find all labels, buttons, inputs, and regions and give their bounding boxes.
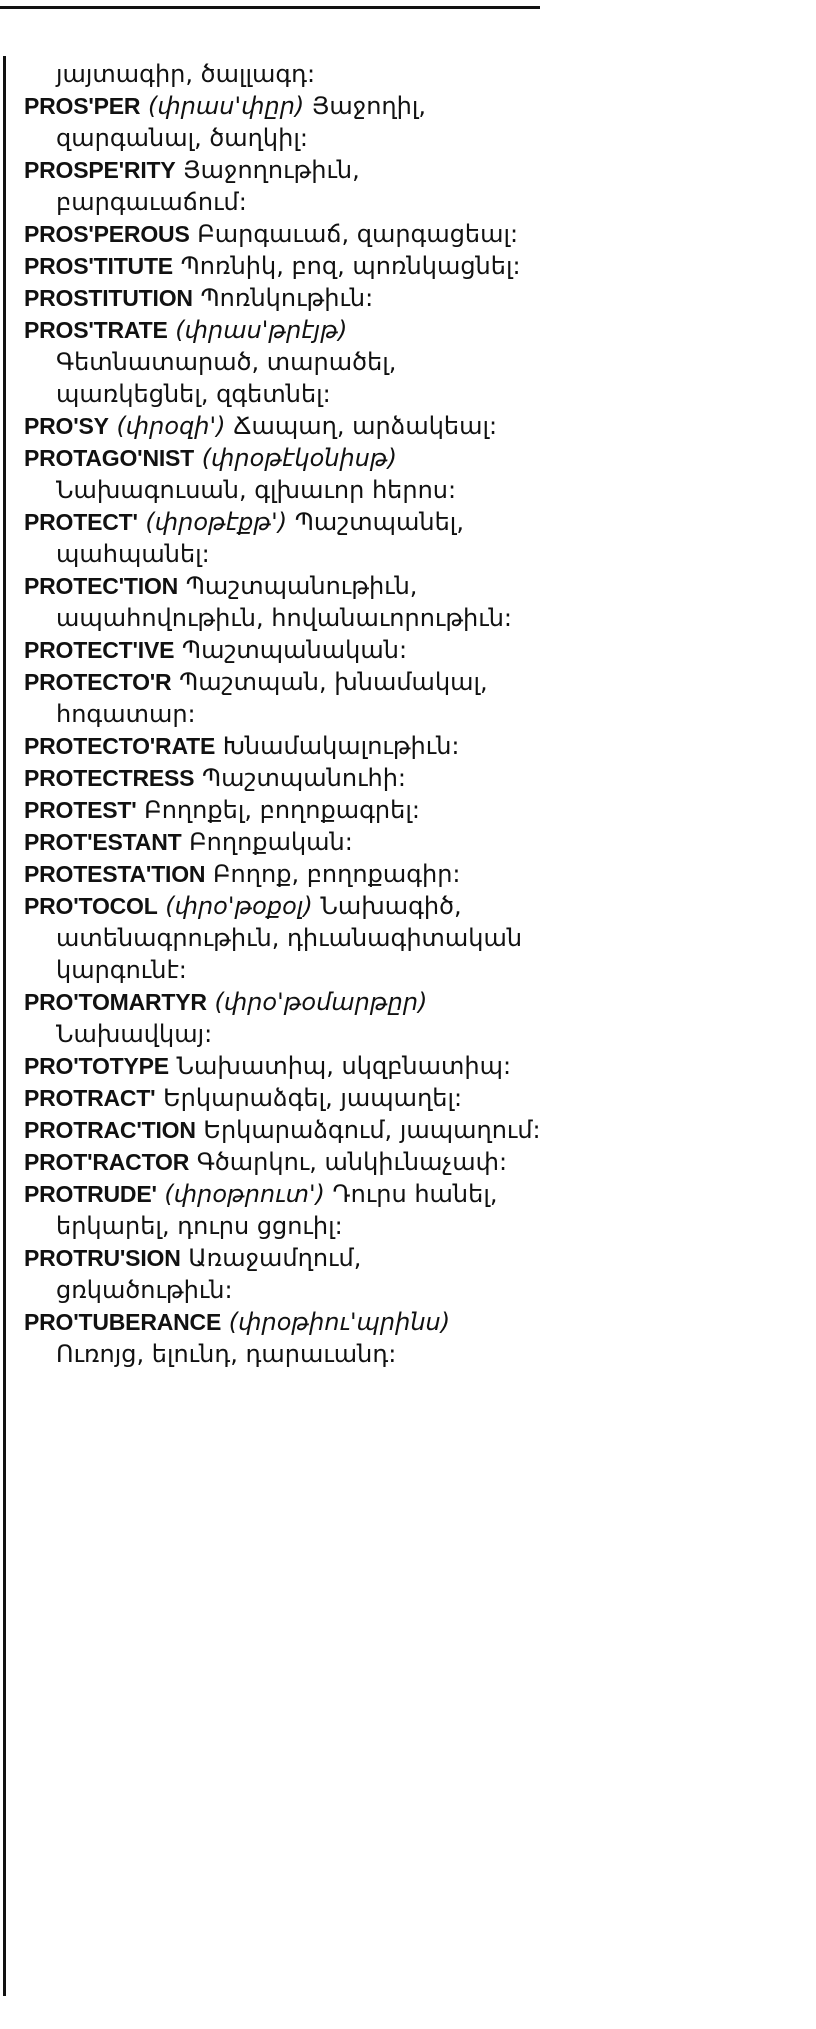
continuation-line: յայտագիր, ծալլագդ:: [56, 60, 316, 88]
entry-headword: PROT'RACTOR: [24, 1149, 190, 1175]
entry-headword: PROTECTRESS: [24, 765, 195, 791]
entry-pronunciation: (փրօզի'): [116, 412, 226, 440]
dictionary-entry: [24, 730, 544, 762]
entry-definition: Գետնատարած, տարածել, պառկեցնել, զգետնել:: [56, 348, 397, 408]
entry-definition: Դուրս հանել, երկարել, դուրս ցցուիլ:: [56, 1180, 498, 1240]
entry-definition: Առաջամղում, ցռկածութիւն:: [56, 1244, 362, 1304]
entry-headword: PRO'TOMARTYR: [24, 989, 207, 1015]
entry-headword: PROSPE'RITY: [24, 157, 176, 183]
top-rule: [0, 6, 540, 9]
dictionary-entry: [24, 634, 544, 666]
entry-headword: PRO'TUBERANCE: [24, 1309, 222, 1335]
dictionary-entry: [24, 506, 544, 570]
entry-definition: Նախագուսան, գլխաւոր հերոս:: [56, 476, 457, 504]
entry-headword: PRO'SY: [24, 413, 109, 439]
entry-pronunciation: (փրաս'փըր): [147, 92, 305, 120]
entry-definition: Գծարկու, անկիւնաչափ:: [196, 1148, 508, 1176]
dictionary-entry: [24, 314, 544, 410]
entry-headword: PROTEST': [24, 797, 137, 823]
entry-headword: PROS'PER: [24, 93, 141, 119]
dictionary-entry: [24, 218, 544, 250]
entry-definition: Նախատիպ, սկզբնատիպ:: [176, 1052, 512, 1080]
entry-definition: Երկարաձգում, յապաղում:: [203, 1116, 541, 1144]
entry-definition: Պոռնկութիւն:: [200, 284, 374, 312]
dictionary-entry: [24, 282, 544, 314]
dictionary-column: [24, 58, 544, 1370]
dictionary-entry: [24, 826, 544, 858]
dictionary-entry: [24, 794, 544, 826]
entry-definition: Բարգաւաճ, զարգացեալ:: [197, 220, 519, 248]
entry-headword: PROS'TRATE: [24, 317, 168, 343]
entry-headword: PROT'ESTANT: [24, 829, 182, 855]
dictionary-entry: [24, 442, 544, 506]
entry-definition: Երկարաձգել, յապաղել:: [163, 1084, 463, 1112]
dictionary-entry: [24, 410, 544, 442]
entry-headword: PROSTITUTION: [24, 285, 193, 311]
entry-pronunciation: (փրօթէքթ'): [145, 508, 288, 536]
entry-headword: PROTAGO'NIST: [24, 445, 195, 471]
entry-headword: PROS'TITUTE: [24, 253, 173, 279]
dictionary-entry: [24, 1114, 544, 1146]
dictionary-entry: [24, 1082, 544, 1114]
entry-definition: Բողոքել, բողոքագրել:: [144, 796, 420, 824]
entry-headword: PROTRUDE': [24, 1181, 157, 1207]
entry-headword: PROTECTO'R: [24, 669, 172, 695]
dictionary-entry: [24, 762, 544, 794]
entry-headword: PROTESTA'TION: [24, 861, 206, 887]
entry-definition: Նախագիծ, ատենագրութիւն, դիւանագիտական կարգունէ:: [56, 892, 523, 984]
entry-definition: Խնամակալութիւն:: [222, 732, 460, 760]
dictionary-entry: [24, 154, 544, 218]
entry-pronunciation: (փրօ'թօքօլ): [165, 892, 313, 920]
entry-headword: PROTRACT': [24, 1085, 156, 1111]
entry-headword: PROTRU'SION: [24, 1245, 181, 1271]
dictionary-entry: [24, 1242, 544, 1306]
dictionary-entry: [24, 890, 544, 986]
dictionary-entry: [24, 1306, 544, 1370]
entry-headword: PROTECT'IVE: [24, 637, 175, 663]
entry-definition: Բողոք, բողոքագիր:: [212, 860, 461, 888]
entry-list: [24, 90, 544, 1370]
entry-headword: PROTEC'TION: [24, 573, 179, 599]
entry-definition: Ճապաղ, արձակեալ:: [233, 412, 498, 440]
dictionary-entry: [24, 1050, 544, 1082]
entry-definition: Պոռնիկ, բոզ, պոռնկացնել:: [180, 252, 521, 280]
entry-definition: Պաշտպանուհի:: [201, 764, 407, 792]
entry-definition: Յաջողիլ, զարգանալ, ծաղկիլ:: [56, 92, 426, 152]
dictionary-entry: [24, 986, 544, 1050]
column-rule: [3, 56, 6, 1996]
entry-definition: Նախավկայ:: [56, 1020, 213, 1048]
dictionary-entry: [24, 250, 544, 282]
entry-pronunciation: (փրօ'թօմարթըր): [214, 988, 428, 1016]
entry-definition: Պաշտպանութիւն, ապահովութիւն, հովանաւորութիւն:: [56, 572, 512, 632]
entry-pronunciation: (փրօթրուտ'): [164, 1180, 325, 1208]
entry-pronunciation: (փրօթէկօնիսթ): [201, 444, 397, 472]
entry-definition: Յաջողութիւն, բարգաւաճում:: [56, 156, 360, 216]
entry-pronunciation: (փրաս'թրէյթ): [175, 316, 348, 344]
entry-definition: Պաշտպանական:: [181, 636, 408, 664]
entry-definition: Պաշտպանել, պահպանել:: [56, 508, 464, 568]
entry-definition: Ուռոյց, ելունդ, դարաւանդ:: [56, 1340, 397, 1368]
dictionary-entry: [24, 666, 544, 730]
dictionary-entry: [24, 570, 544, 634]
entry-headword: PROTECT': [24, 509, 138, 535]
entry-headword: PRO'TOCOL: [24, 893, 158, 919]
entry-pronunciation: (փրօթիու'պրինս): [228, 1308, 451, 1336]
entry-headword: PROTECTO'RATE: [24, 733, 216, 759]
entry-definition: Պաշտպան, խնամակալ, հոգատար:: [56, 668, 488, 728]
entry-headword: PRO'TOTYPE: [24, 1053, 169, 1079]
dictionary-entry: [24, 1146, 544, 1178]
entry-headword: PROS'PEROUS: [24, 221, 190, 247]
entry-headword: PROTRAC'TION: [24, 1117, 196, 1143]
dictionary-entry: [24, 90, 544, 154]
dictionary-entry: [24, 1178, 544, 1242]
dictionary-entry: [24, 858, 544, 890]
entry-definition: Բողոքական:: [189, 828, 353, 856]
